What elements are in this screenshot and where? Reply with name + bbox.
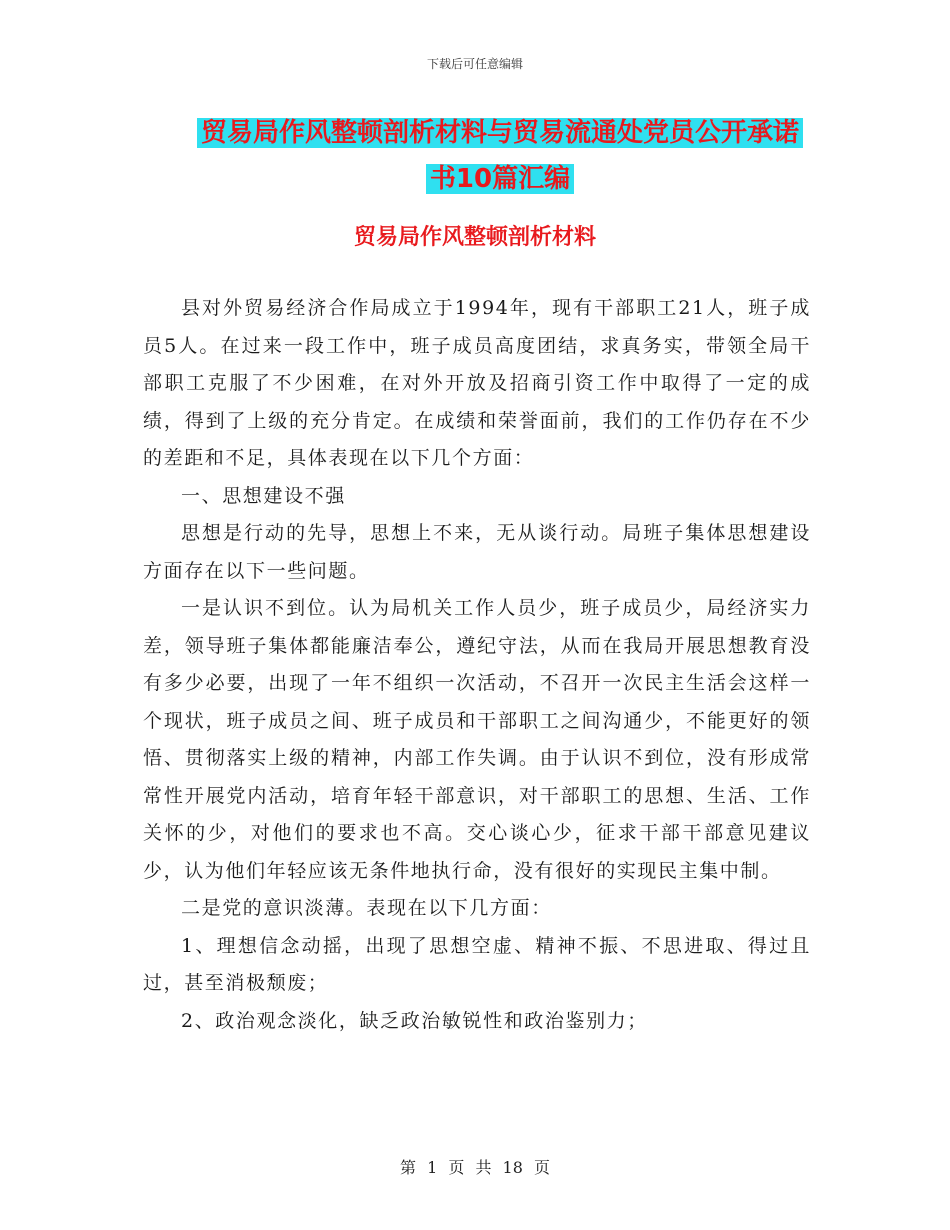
paragraph: 2、政治观念淡化，缺乏政治敏锐性和政治鉴别力； [181, 1009, 648, 1032]
document-title-line-1: 贸易局作风整顿剖析材料与贸易流通处党员公开承诺 [197, 118, 803, 148]
document-title [190, 110, 810, 202]
page-number-footer: 第 1 页 共 18 页 [400, 1158, 550, 1177]
page-header-note: 下载后可任意编辑 [426, 57, 523, 71]
section-title: 贸易局作风整顿剖析材料 [353, 225, 596, 250]
document-title-line-2: 书10篇汇编 [426, 164, 574, 194]
paragraph: 二是党的意识淡薄。表现在以下几方面： [181, 897, 552, 919]
paragraph: 一、思想建设不强 [181, 484, 346, 507]
document-body [143, 290, 811, 1040]
paragraph: 一是认识不到位。认为局机关工作人员少，班子成员少，局经济实力差，领导班子集体都能廉洁奉公，遵纪守法，从而在我局开展思想教育没有多少必要，出现了一年不组织一次活动，不召开一次民主生活会这样一个现状，班子成员之间、班子成员和干部职工之间沟通少，不能更好的领悟、贯彻落实上级的精神，内部工作失调。由于认识不到位，没有形成常常性开展党内活动，培育年轻干部意识，对干部职工的思想、生活、工作关怀的少，对他们的要求也不高。交心谈心少，征求干部干部意见建议少，认为他们年轻应该无条件地执行命，没有很好的实现民主集中制。 [143, 597, 811, 882]
paragraph: 县对外贸易经济合作局成立于1994年，现有干部职工21人，班子成员5人。在过来一段工作中，班子成员高度团结，求真务实，带领全局干部职工克服了不少困难，在对外开放及招商引资工作中取得了一定的成绩，得到了上级的充分肯定。在成绩和荣誉面前，我们的工作仍存在不少的差距和不足，具体表现在以下几个方面： [143, 297, 811, 469]
paragraph: 思想是行动的先导，思想上不来，无从谈行动。局班子集体思想建设方面存在以下一些问题。 [143, 522, 811, 582]
paragraph: 1、理想信念动摇，出现了思想空虚、精神不振、不思进取、得过且过，甚至消极颓废； [143, 934, 811, 994]
